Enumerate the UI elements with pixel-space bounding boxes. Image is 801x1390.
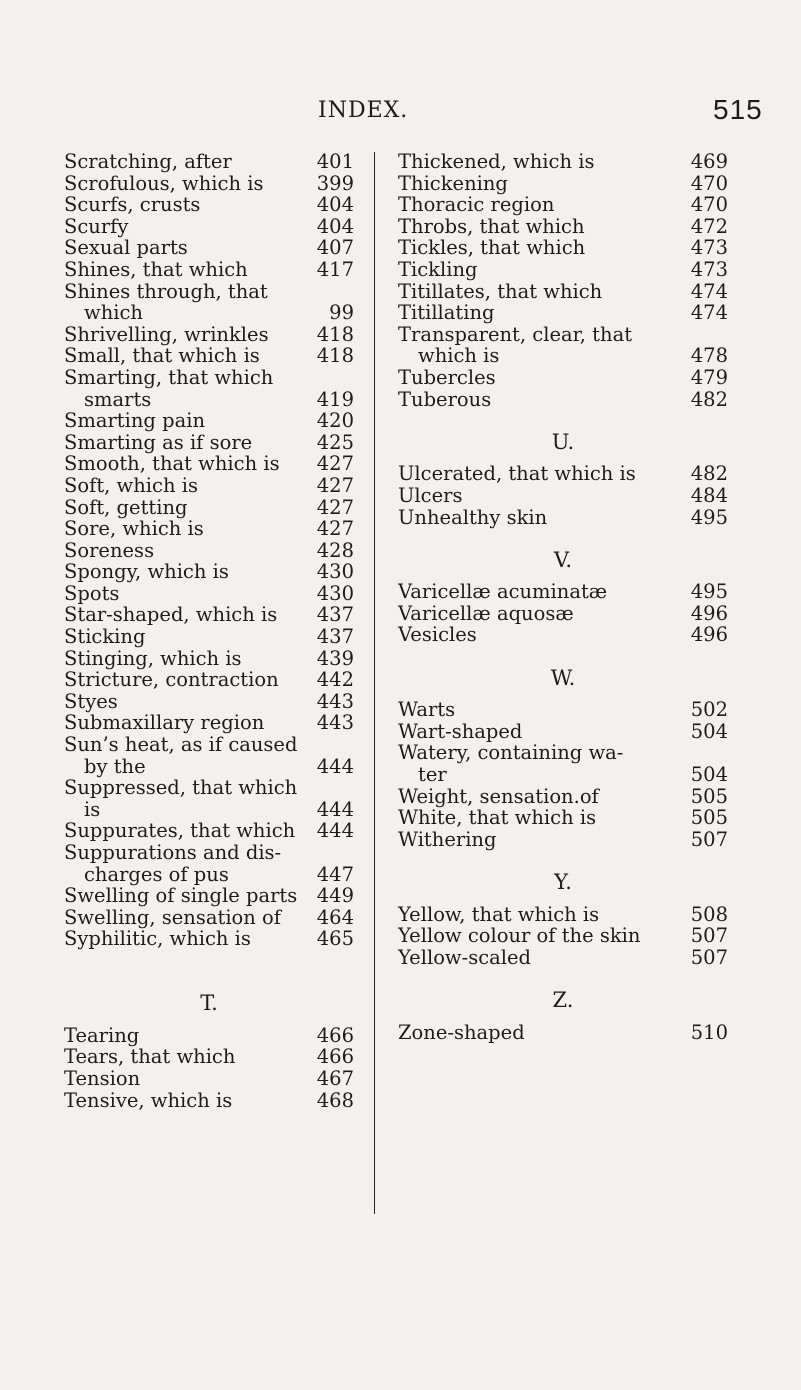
entry-term: Sticking	[64, 625, 146, 649]
page-number: 515	[713, 94, 763, 125]
index-entry	[64, 475, 354, 497]
entry-term: Smooth, that which is	[64, 452, 280, 476]
spacer	[64, 972, 354, 994]
index-entry	[64, 237, 354, 259]
entry-page-number: 468	[316, 1088, 354, 1112]
entry-term: Sore, which is	[64, 517, 204, 541]
entry-term: Yellow, that which is	[398, 902, 600, 926]
entry-term: Tickling	[398, 257, 478, 281]
entry-page-number: 507	[690, 827, 728, 851]
entry-page-number: 428	[316, 538, 354, 562]
entry-page-number: 505	[690, 784, 728, 808]
entry-term: Watery, containing wa-	[398, 741, 624, 765]
index-entry	[398, 194, 728, 216]
entry-term: smarts	[84, 387, 152, 411]
index-entry	[64, 410, 354, 432]
index-entry	[64, 604, 354, 626]
entry-page-number: 464	[316, 905, 354, 929]
entry-term: Scurfy	[64, 214, 129, 238]
index-entry	[64, 648, 354, 670]
entry-term: Smarting pain	[64, 409, 206, 433]
entry-term: Zone-shaped	[398, 1020, 525, 1044]
entry-term: Suppurations and dis-	[64, 841, 282, 864]
entry-term: Varicellæ aquosæ	[398, 601, 574, 625]
index-entry-continuation	[64, 864, 354, 886]
index-entry	[398, 786, 728, 808]
index-entry	[64, 540, 354, 562]
entry-page-number: 418	[316, 322, 354, 346]
entry-term: charges of pus	[84, 862, 229, 886]
entry-page-number: 449	[316, 884, 354, 908]
entry-page-number: 495	[690, 580, 728, 604]
entry-page-number: 444	[316, 754, 354, 778]
index-entry	[64, 820, 354, 842]
entry-term: Titillating	[398, 301, 495, 325]
entry-page-number: 443	[316, 711, 354, 735]
entry-term: Thickened, which is	[398, 150, 595, 173]
entry-page-number: 479	[690, 365, 728, 389]
entry-term: Shines through, that	[64, 279, 268, 303]
entry-term: Swelling of single parts	[64, 884, 298, 908]
spacer	[398, 646, 728, 668]
index-entry	[64, 561, 354, 583]
entry-page-number: 484	[690, 483, 728, 507]
entry-term: Soft, which is	[64, 473, 198, 497]
index-entry	[398, 925, 728, 947]
index-entry	[398, 581, 728, 603]
entry-page-number: 478	[690, 344, 728, 368]
index-entry	[398, 904, 728, 926]
index-entry	[64, 216, 354, 238]
entry-term: Stricture, contraction	[64, 668, 279, 692]
index-entry	[64, 691, 354, 713]
entry-term: Unhealthy skin	[398, 505, 548, 529]
index-entry	[64, 367, 354, 389]
entry-term: Tensive, which is	[64, 1088, 233, 1112]
index-entry	[398, 389, 728, 411]
index-entry	[64, 151, 354, 173]
index-entry	[64, 345, 354, 367]
index-entry	[398, 367, 728, 389]
index-entry	[64, 497, 354, 519]
entry-page-number: 469	[690, 150, 728, 173]
entry-term: Smarting as if sore	[64, 430, 253, 454]
entry-term: which	[84, 301, 143, 325]
entry-term: Shines, that which	[64, 257, 248, 281]
entry-page-number: 495	[690, 505, 728, 529]
entry-term: Star-shaped, which is	[64, 603, 278, 627]
entry-term: Withering	[398, 827, 497, 851]
spacer	[398, 410, 728, 432]
entry-term: Yellow-scaled	[398, 945, 532, 969]
entry-term: by the	[84, 754, 146, 778]
entry-page-number: 482	[690, 462, 728, 486]
entry-term: Swelling, sensation of	[64, 905, 282, 929]
index-entry	[64, 259, 354, 281]
index-entry	[64, 324, 354, 346]
entry-term: Tubercles	[398, 365, 496, 389]
index-entry-continuation	[64, 756, 354, 778]
entry-term: Suppressed, that which	[64, 776, 298, 800]
entry-page-number: 507	[690, 945, 728, 969]
index-entry	[64, 1025, 354, 1047]
index-entry-continuation	[398, 764, 728, 786]
index-entry	[398, 463, 728, 485]
entry-page-number: 466	[316, 1023, 354, 1047]
entry-page-number: 467	[316, 1066, 354, 1090]
entry-term: Tears, that which	[64, 1045, 236, 1069]
entry-page-number: 407	[316, 236, 354, 260]
entry-page-number: 442	[316, 668, 354, 692]
index-entry	[398, 216, 728, 238]
entry-term: Tearing	[64, 1023, 140, 1047]
entry-term: Syphilitic, which is	[64, 927, 251, 951]
entry-term: Weight, sensation.of	[398, 784, 599, 808]
index-entry	[64, 626, 354, 648]
entry-term: Varicellæ acuminatæ	[398, 580, 608, 604]
section-letter: W.	[550, 665, 576, 690]
entry-term: which is	[418, 344, 500, 368]
entry-term: Styes	[64, 689, 118, 713]
index-entry	[64, 669, 354, 691]
entry-term: Suppurates, that which	[64, 819, 296, 843]
section-letter: U.	[551, 429, 575, 454]
index-entry	[64, 1046, 354, 1068]
entry-page-number: 427	[316, 517, 354, 541]
entry-term: Smarting, that which	[64, 365, 274, 389]
index-entry-continuation	[64, 302, 354, 324]
entry-term: Spots	[64, 581, 120, 605]
index-entry	[398, 829, 728, 851]
entry-term: Throbs, that which	[398, 214, 585, 238]
entry-page-number: 437	[316, 625, 354, 649]
index-entry	[64, 1068, 354, 1090]
entry-page-number: 427	[316, 473, 354, 497]
entry-term: Scrofulous, which is	[64, 171, 264, 195]
index-entry	[64, 885, 354, 907]
entry-page-number: 420	[316, 409, 354, 433]
entry-term: Thickening	[398, 171, 508, 195]
index-column-left	[64, 151, 354, 1111]
entry-page-number: 474	[690, 279, 728, 303]
entry-page-number: 447	[316, 862, 354, 886]
entry-page-number: 502	[690, 698, 728, 722]
entry-term: Soreness	[64, 538, 155, 562]
spacer	[64, 950, 354, 972]
entry-page-number: 444	[316, 797, 354, 821]
index-entry	[398, 259, 728, 281]
entry-term: Sun’s heat, as if caused	[64, 733, 298, 757]
index-entry	[64, 173, 354, 195]
entry-page-number: 404	[316, 193, 354, 217]
entry-page-number: 419	[316, 387, 354, 411]
index-entry	[398, 302, 728, 324]
entry-term: Vesicles	[398, 623, 477, 647]
section-letter: Y.	[554, 870, 572, 894]
entry-term: Stinging, which is	[64, 646, 242, 670]
entry-page-number: 430	[316, 581, 354, 605]
index-entry	[64, 734, 354, 756]
entry-page-number: 508	[690, 902, 728, 926]
index-entry	[64, 842, 354, 864]
spacer	[398, 968, 728, 990]
entry-term: Shrivelling, wrinkles	[64, 322, 269, 346]
index-entry	[64, 1090, 354, 1112]
entry-term: is	[84, 797, 101, 821]
entry-term: Warts	[398, 698, 456, 722]
entry-term: Soft, getting	[64, 495, 188, 519]
entry-term: Tickles, that which	[398, 236, 586, 260]
entry-term: Ulcers	[398, 483, 463, 507]
index-entry	[64, 453, 354, 475]
index-entry	[64, 712, 354, 734]
entry-term: Thoracic region	[398, 193, 555, 217]
entry-term: Scurfs, crusts	[64, 193, 201, 217]
entry-term: ter	[418, 763, 447, 787]
entry-page-number: 401	[316, 150, 354, 173]
entry-term: Wart-shaped	[398, 719, 523, 743]
entry-page-number: 399	[316, 171, 354, 195]
index-entry	[398, 237, 728, 259]
entry-term: White, that which is	[398, 806, 597, 830]
index-entry	[64, 432, 354, 454]
index-entry	[64, 777, 354, 799]
entry-page-number: 470	[690, 193, 728, 217]
entry-term: Tension	[64, 1066, 141, 1090]
entry-term: Small, that which is	[64, 344, 260, 368]
entry-page-number: 505	[690, 806, 728, 830]
entry-term: Titillates, that which	[398, 279, 603, 303]
entry-page-number: 496	[690, 623, 728, 647]
entry-page-number: 466	[316, 1045, 354, 1069]
entry-page-number: 474	[690, 301, 728, 325]
entry-term: Scratching, after	[64, 150, 232, 173]
entry-term: Spongy, which is	[64, 560, 229, 584]
entry-term: Yellow colour of the skin	[398, 924, 641, 948]
entry-page-number: 427	[316, 495, 354, 519]
entry-page-number: 444	[316, 819, 354, 843]
index-entry	[398, 624, 728, 646]
index-entry	[398, 807, 728, 829]
index-entry	[64, 907, 354, 929]
index-entry-continuation	[398, 345, 728, 367]
index-entry	[398, 1022, 728, 1044]
index-entry	[398, 507, 728, 529]
index-entry	[398, 699, 728, 721]
index-entry-continuation	[64, 389, 354, 411]
entry-page-number: 417	[316, 257, 354, 281]
index-entry	[64, 518, 354, 540]
entry-page-number: 496	[690, 601, 728, 625]
entry-page-number: 404	[316, 214, 354, 238]
index-entry	[64, 281, 354, 303]
section-letter: T.	[200, 991, 218, 1016]
entry-page-number: 472	[690, 214, 728, 238]
index-entry	[398, 281, 728, 303]
page-header	[0, 94, 801, 138]
entry-term: Sexual parts	[64, 236, 188, 260]
index-entry	[64, 583, 354, 605]
entry-page-number: 437	[316, 603, 354, 627]
entry-page-number: 482	[690, 387, 728, 411]
spacer	[398, 528, 728, 550]
index-entry	[398, 947, 728, 969]
entry-page-number: 439	[316, 646, 354, 670]
index-entry	[64, 194, 354, 216]
entry-page-number: 430	[316, 560, 354, 584]
entry-page-number: 418	[316, 344, 354, 368]
index-column-right	[398, 151, 728, 1043]
entry-page-number: 427	[316, 452, 354, 476]
entry-term: Transparent, clear, that	[398, 322, 633, 346]
entry-page-number: 99	[329, 301, 354, 325]
index-entry	[398, 485, 728, 507]
entry-page-number: 473	[690, 236, 728, 260]
entry-term: Tuberous	[398, 387, 492, 411]
section-letter: V.	[553, 547, 573, 572]
entry-page-number: 504	[690, 719, 728, 743]
entry-page-number: 425	[316, 430, 354, 454]
entry-page-number: 443	[316, 689, 354, 713]
column-divider	[374, 152, 375, 1214]
index-entry	[398, 721, 728, 743]
index-entry	[398, 173, 728, 195]
entry-term: Ulcerated, that which is	[398, 462, 636, 486]
index-entry	[64, 928, 354, 950]
spacer	[398, 850, 728, 872]
entry-page-number: 465	[316, 927, 354, 951]
index-entry	[398, 324, 728, 346]
entry-page-number: 510	[690, 1020, 728, 1044]
index-entry	[398, 151, 728, 173]
section-letter: Z.	[552, 987, 574, 1012]
index-entry	[398, 742, 728, 764]
entry-term: Submaxillary region	[64, 711, 265, 735]
index-entry	[398, 603, 728, 625]
entry-page-number: 473	[690, 257, 728, 281]
index-entry-continuation	[64, 799, 354, 821]
entry-page-number: 504	[690, 763, 728, 787]
entry-page-number: 470	[690, 171, 728, 195]
entry-page-number: 507	[690, 924, 728, 948]
page-title: INDEX.	[318, 98, 409, 123]
